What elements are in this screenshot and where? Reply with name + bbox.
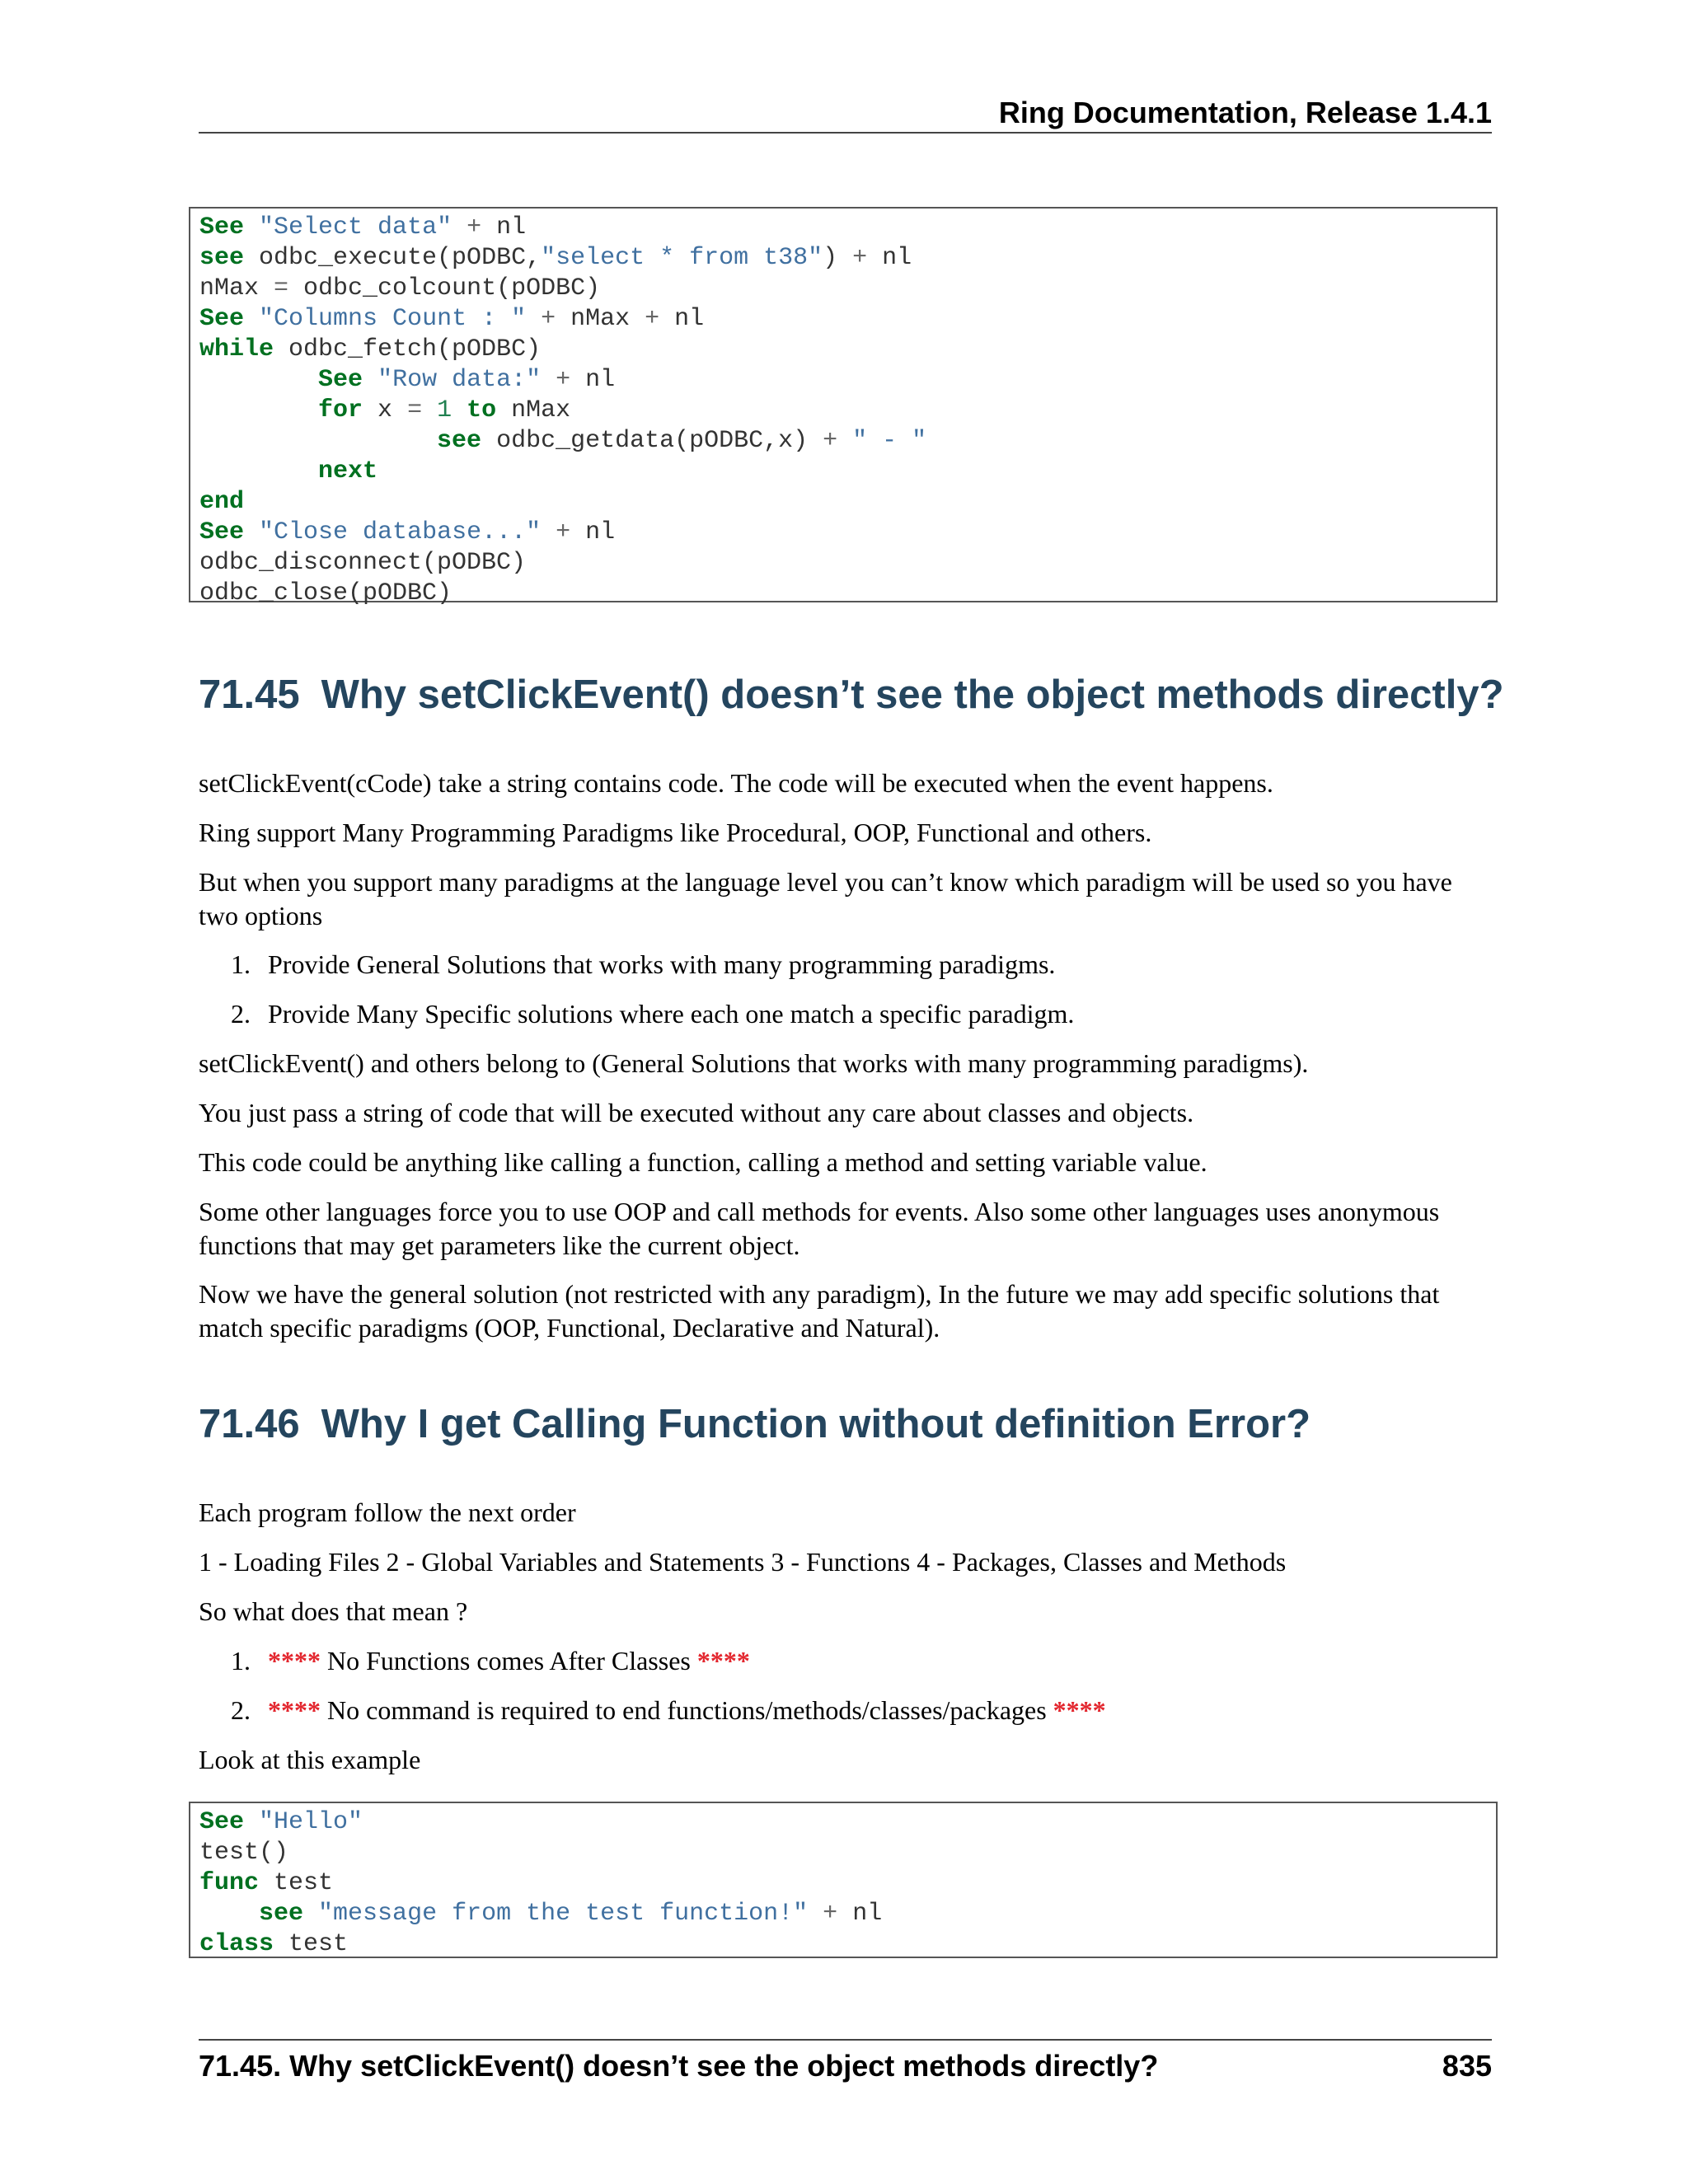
code-token: odbc_colcount(pODBC) [288, 274, 601, 302]
code-token: nl [570, 366, 616, 394]
list-item [231, 1644, 1492, 1678]
code-token [199, 1900, 259, 1928]
code-token: = [274, 274, 289, 302]
code-line [199, 1899, 1496, 1929]
code-line [199, 518, 1496, 548]
page-number: 835 [1442, 2049, 1492, 2083]
code-line [199, 274, 1496, 304]
code-token: nMax [199, 274, 274, 302]
code-token [541, 366, 556, 394]
emphasis-stars: **** [268, 1646, 321, 1675]
code-token: "select * from t38" [541, 244, 823, 272]
code-token [244, 1808, 259, 1836]
code-line [199, 1838, 1496, 1868]
header-title: Ring Documentation, Release 1.4.1 [998, 96, 1492, 129]
code-token: see [259, 1900, 304, 1928]
code-token: to [467, 396, 497, 424]
code-line [199, 396, 1496, 426]
list-text: Provide Many Specific solutions where each one match a specific paradigm. [268, 999, 1075, 1029]
code-token: See [318, 366, 363, 394]
paragraph: Ring support Many Programming Paradigms like Procedural, OOP, Functional and others. [199, 818, 1152, 847]
code-token: ) [823, 244, 853, 272]
code-token: "message from the test function!" [318, 1900, 809, 1928]
list-number: 2. [231, 999, 251, 1029]
code-token: See [199, 518, 245, 546]
code-token: See [199, 305, 245, 333]
code-token: nl [570, 518, 616, 546]
code-token: + [823, 1900, 838, 1928]
paragraph: 1 - Loading Files 2 - Global Variables and Statements 3 - Functions 4 - Packages, Classes and Methods [199, 1547, 1287, 1577]
code-token: 1 [437, 396, 452, 424]
section-heading-71-45 [199, 672, 1504, 718]
code-token: "Select data" [259, 213, 452, 241]
list-item [231, 948, 1492, 982]
section-title: Why I get Calling Function without definition Error? [321, 1402, 1311, 1446]
paragraph: Look at this example [199, 1745, 421, 1774]
emphasis-stars: **** [268, 1695, 321, 1725]
section-number: 71.45 [199, 673, 300, 717]
code-token [452, 213, 467, 241]
code-token: while [199, 335, 274, 363]
code-token: + [852, 244, 868, 272]
list-text: No command is required to end functions/methods/classes/packages [321, 1695, 1053, 1725]
list-item [231, 1694, 1492, 1727]
code-token: see [199, 244, 245, 272]
code-token: func [199, 1869, 260, 1897]
page-footer [199, 2039, 1492, 2083]
code-token: = [407, 396, 423, 424]
code-token [199, 427, 437, 455]
paragraph: Some other languages force you to use OOP and call methods for events. Also some other languages uses anonymous functions that may get parameters like the current object. [199, 1197, 1440, 1260]
code-token: odbc_disconnect(pODBC) [199, 549, 527, 577]
code-line [199, 213, 1496, 243]
code-block-odbc [189, 207, 1498, 607]
code-line [199, 335, 1496, 365]
emphasis-stars: **** [696, 1646, 750, 1675]
code-token: "Columns Count : " [259, 305, 527, 333]
list-text: Provide General Solutions that works with many programming paradigms. [268, 949, 1056, 979]
paragraph: Each program follow the next order [199, 1497, 576, 1527]
code-token: test [274, 1930, 349, 1958]
code-line [199, 1868, 1496, 1899]
list-number: 1. [231, 949, 251, 979]
list-number: 2. [231, 1695, 251, 1725]
code-line [199, 548, 1496, 579]
code-token: + [556, 518, 571, 546]
code-line [199, 243, 1496, 274]
code-token: odbc_execute(pODBC, [244, 244, 542, 272]
code-token: See [199, 213, 245, 241]
list-text: No Functions comes After Classes [321, 1646, 697, 1675]
code-token: x [363, 396, 408, 424]
code-token: See [199, 1808, 245, 1836]
code-token: nl [481, 213, 527, 241]
code-token: end [199, 488, 245, 516]
code-token: nMax [556, 305, 645, 333]
code-token: see [437, 427, 482, 455]
code-token: odbc_fetch(pODBC) [274, 335, 542, 363]
code-token [199, 396, 318, 424]
code-token: " - " [852, 427, 927, 455]
code-token: + [556, 366, 571, 394]
code-token: class [199, 1930, 274, 1958]
code-token [244, 518, 259, 546]
code-token: "Row data:" [377, 366, 542, 394]
code-token: "Close database..." [259, 518, 542, 546]
code-token: + [541, 305, 556, 333]
code-token: test [259, 1869, 334, 1897]
code-token [244, 213, 259, 241]
list-item [231, 997, 1492, 1031]
code-line [199, 579, 1496, 609]
code-token: odbc_close(pODBC) [199, 579, 452, 607]
section-title: Why setClickEvent() doesn’t see the object methods directly? [321, 673, 1504, 717]
code-token [363, 366, 377, 394]
section-number: 71.46 [199, 1402, 300, 1446]
code-token [837, 427, 852, 455]
code-token [808, 1900, 823, 1928]
code-token: test() [199, 1839, 289, 1867]
code-token [199, 366, 318, 394]
code-token: odbc_getdata(pODBC,x) [481, 427, 823, 455]
section-heading-71-46 [199, 1401, 1311, 1447]
code-token [452, 396, 467, 424]
paragraph: But when you support many paradigms at the language level you can’t know which paradigm will be used so you have two options [199, 867, 1452, 930]
list-number: 1. [231, 1646, 251, 1675]
page-header [199, 92, 1492, 134]
code-token: nl [867, 244, 912, 272]
code-token [244, 305, 259, 333]
code-token: nl [837, 1900, 883, 1928]
code-line [199, 426, 1496, 457]
paragraph: setClickEvent() and others belong to (General Solutions that works with many programming paradigms). [199, 1048, 1309, 1078]
code-token [199, 457, 318, 485]
code-token: + [467, 213, 482, 241]
code-token [541, 518, 556, 546]
code-token [303, 1900, 318, 1928]
code-line [199, 487, 1496, 518]
paragraph: setClickEvent(cCode) take a string contains code. The code will be executed when the event happens. [199, 768, 1273, 798]
code-line [199, 1929, 1496, 1960]
code-line [199, 365, 1496, 396]
paragraph: This code could be anything like calling a function, calling a method and setting variable value. [199, 1147, 1207, 1177]
code-token [422, 396, 437, 424]
paragraph: Now we have the general solution (not restricted with any paradigm), In the future we may add specific solutions that match specific paradigms (OOP, Functional, Declarative and Natural). [199, 1279, 1440, 1343]
code-token: "Hello" [259, 1808, 363, 1836]
code-token: next [318, 457, 378, 485]
code-token: + [645, 305, 660, 333]
paragraph: You just pass a string of code that will be executed without any care about classes and objects. [199, 1098, 1194, 1127]
code-token: nMax [496, 396, 571, 424]
emphasis-stars: **** [1053, 1695, 1106, 1725]
code-line [199, 457, 1496, 487]
code-line [199, 304, 1496, 335]
code-line [199, 1807, 1496, 1838]
code-token: + [823, 427, 838, 455]
code-block-example [189, 1802, 1498, 1958]
footer-section: 71.45. Why setClickEvent() doesn’t see the object methods directly? [199, 2049, 1159, 2083]
code-token: nl [659, 305, 705, 333]
paragraph: So what does that mean ? [199, 1596, 468, 1626]
code-token [526, 305, 541, 333]
code-token: for [318, 396, 363, 424]
